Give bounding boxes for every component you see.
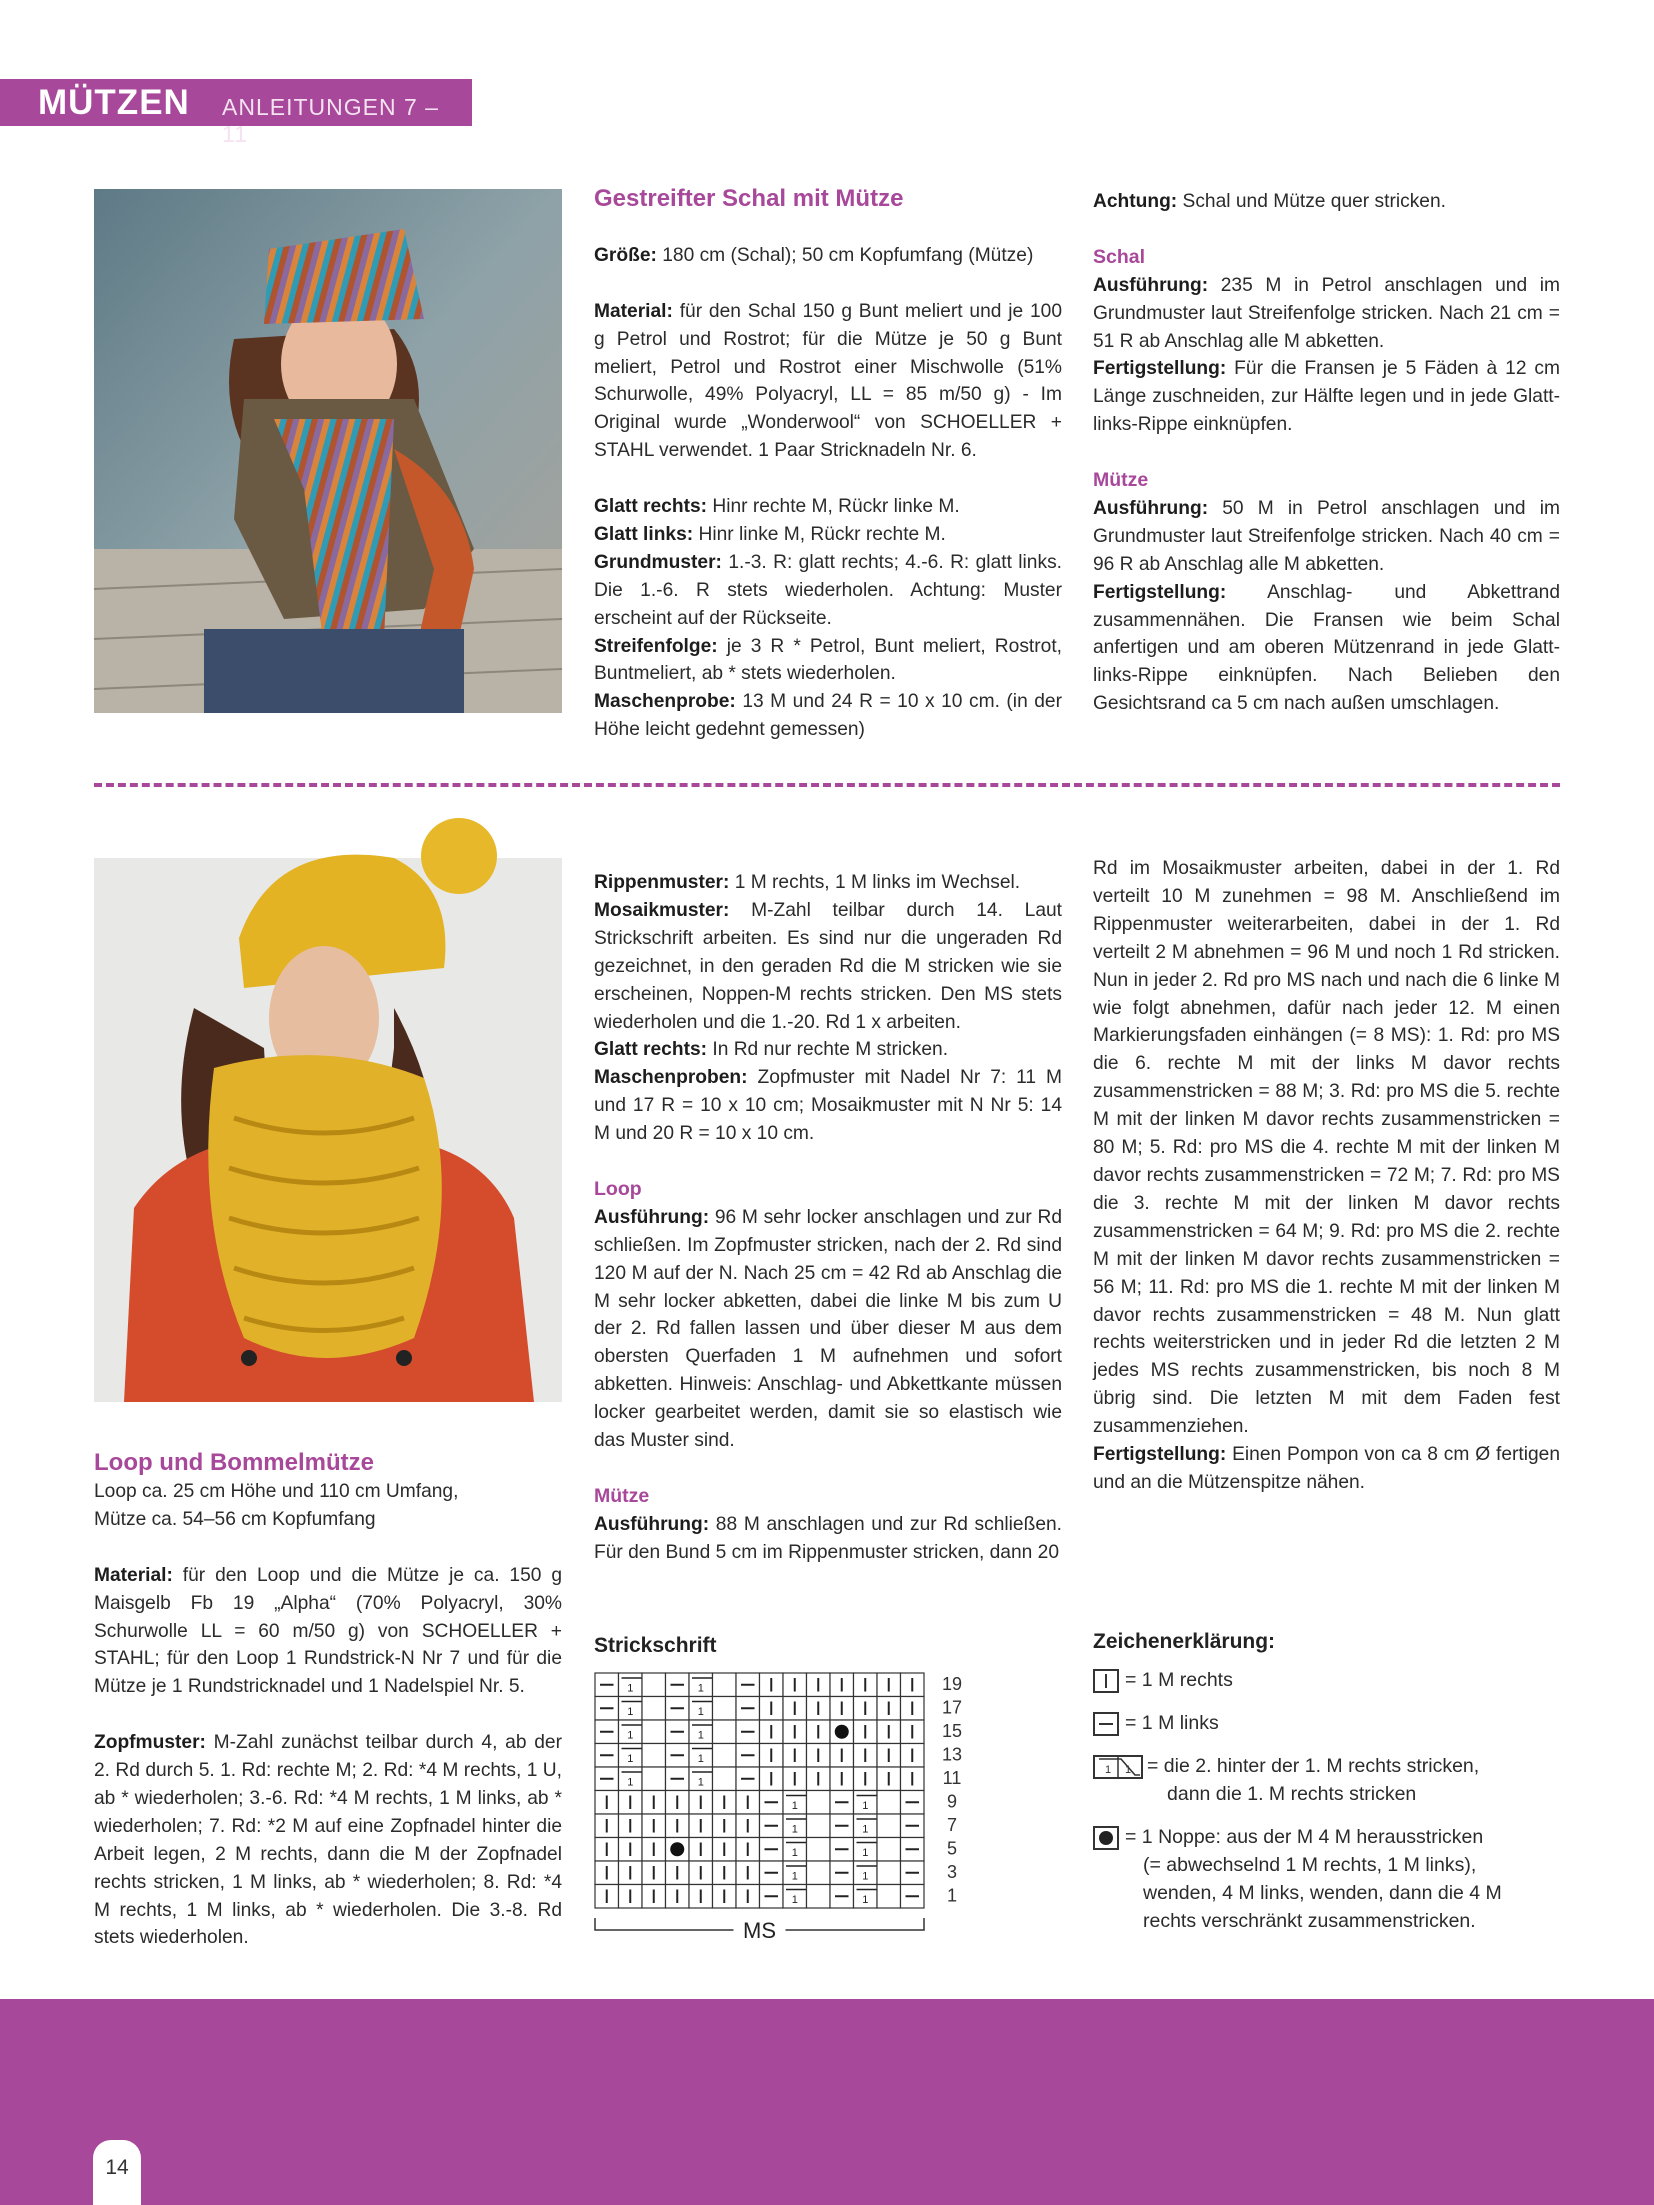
- header-subtitle: ANLEITUNGEN 7 – 11: [222, 94, 439, 147]
- chart-cell: [713, 1885, 737, 1909]
- chart-cell: [807, 1673, 831, 1697]
- legend-item-rechts: = 1 M rechts: [1093, 1666, 1233, 1694]
- legend-item-cross: 1 1 = die 2. hinter der 1. M rechts stricken, dann die 1. M rechts stricken: [1093, 1752, 1479, 1808]
- svg-text:1: 1: [627, 1753, 634, 1765]
- chart-cell: [854, 1720, 878, 1744]
- chart-row-label: 5: [946, 1838, 958, 1859]
- chart-cell: [830, 1697, 854, 1721]
- chart-cell: [713, 1673, 737, 1697]
- loop-title: Loop: [594, 1177, 642, 1200]
- chart-cell: [595, 1814, 619, 1838]
- chart-cell: [901, 1861, 925, 1885]
- svg-text:1: 1: [697, 1776, 704, 1789]
- chart-cell: [642, 1767, 666, 1791]
- footer-bar: [0, 1999, 1654, 2205]
- chart-cell: [642, 1744, 666, 1768]
- section-divider: [94, 783, 1560, 787]
- chart-cell: [854, 1697, 878, 1721]
- chart-cell: [689, 1814, 713, 1838]
- chart-cell: [642, 1791, 666, 1815]
- chart-cell: [666, 1885, 690, 1909]
- chart-row-label: 3: [946, 1862, 958, 1882]
- chart-cell: [666, 1720, 690, 1744]
- dims-line-1: Loop ca. 25 cm Höhe und 110 cm Umfang,: [94, 1481, 459, 1502]
- chart-cell: [877, 1814, 901, 1838]
- schal-title: Schal: [1093, 245, 1146, 268]
- chart-cell: [666, 1767, 690, 1791]
- chart-cell: [642, 1885, 666, 1909]
- purl-symbol-icon: [1093, 1712, 1119, 1736]
- section1-title: Gestreifter Schal mit Mütze: [594, 185, 904, 212]
- chart-cell: [736, 1720, 760, 1744]
- chart-row-label: 13: [941, 1744, 963, 1765]
- chart-cell: [760, 1838, 784, 1862]
- chart-cell: [807, 1767, 831, 1791]
- chart-cell: [642, 1673, 666, 1697]
- chart-cell: [830, 1744, 854, 1768]
- chart-cell: [736, 1744, 760, 1768]
- chart-cell: [619, 1814, 643, 1838]
- dims-line-2: Mütze ca. 54–56 cm Kopfumfang: [94, 1508, 376, 1530]
- svg-text:1: 1: [791, 1847, 798, 1859]
- chart-cell: [666, 1697, 690, 1721]
- chart-cell: [783, 1744, 807, 1768]
- maschenprobe-paragraph: Maschenprobe: 13 M und 24 R = 10 x 10 cm. (in der Höhe leicht gedehnt gemessen): [594, 691, 1062, 741]
- svg-text:1: 1: [697, 1729, 704, 1742]
- chart-cell: [642, 1720, 666, 1744]
- glatt-rechts-paragraph: Glatt rechts: Hinr rechte M, Rückr linke M.: [594, 496, 960, 518]
- chart-cell: [666, 1838, 690, 1862]
- chart-cell: [760, 1885, 784, 1909]
- grundmuster-paragraph: Grundmuster: 1.-3. R: glatt rechts; 4.-6. R: glatt links. Die 1.-6. R stets wiederholen. Achtung: Muster erscheint auf der Rückseite.: [594, 551, 1062, 629]
- chart-cell: [666, 1673, 690, 1697]
- chart-cell: [760, 1697, 784, 1721]
- cross-stitch-icon: [1093, 1755, 1143, 1779]
- section2-title: Loop und Bommelmütze: [94, 1449, 374, 1476]
- muetze1-ausfuehrung: Ausführung: 50 M in Petrol anschlagen und im Grundmuster laut Streifenfolge stricken. Nach 40 cm = 96 R ab Anschlag alle M abketten.: [1093, 497, 1560, 575]
- chart-cell: [877, 1767, 901, 1791]
- chart-cell: [854, 1673, 878, 1697]
- chart-cell: [783, 1767, 807, 1791]
- chart-row-label: 17: [941, 1697, 963, 1718]
- chart-cell: [689, 1838, 713, 1862]
- chart-cell: [666, 1861, 690, 1885]
- svg-text:1: 1: [791, 1823, 798, 1836]
- muetze1-fertigstellung: Fertigstellung: Anschlag- und Abkettrand zusammennähen. Die Fransen wie beim Schal anfertigen und am oberen Mützenrand in jede Glatt-links-Rippe einknüpfen. Nach Belieben den Gesichtsrand ca 5 cm nach außen umschlagen.: [1093, 581, 1560, 715]
- glatt-rechts-2-paragraph: Glatt rechts: In Rd nur rechte M stricken.: [594, 1039, 949, 1061]
- chart-cell: [901, 1791, 925, 1815]
- achtung-paragraph: Achtung: Schal und Mütze quer stricken.: [1093, 191, 1446, 212]
- svg-text:1: 1: [862, 1800, 869, 1812]
- chart-cell: [595, 1861, 619, 1885]
- section2-column-left: [94, 1448, 562, 1952]
- streifenfolge-paragraph: Streifenfolge: je 3 R * Petrol, Bunt meliert, Rostrot, Buntmeliert, ab * stets wiederholen.: [594, 635, 1062, 685]
- photo-striped-scarf: [94, 189, 562, 713]
- svg-text:1: 1: [697, 1753, 704, 1765]
- photo-yellow-loop: [94, 818, 562, 1402]
- chart-cell: [713, 1744, 737, 1768]
- chart-cell: [689, 1791, 713, 1815]
- chart-cell: [760, 1767, 784, 1791]
- chart-cell: [736, 1814, 760, 1838]
- chart-cell: [642, 1697, 666, 1721]
- chart-title: Strickschrift: [594, 1634, 717, 1657]
- material-paragraph: Material: für den Schal 150 g Bunt meliert und je 100 g Petrol und Rostrot; für die Mütze je 50 g Bunt meliert, Petrol und Rostrot einer Mischwolle (51% Schurwolle, 49% Polyacryl, LL = 85 m/50 g) - Im Original wurde „Wonderwool“ von SCHOELLER + STAHL verwendet. 1 Paar Stricknadeln Nr. 6.: [594, 300, 1062, 462]
- chart-cell: [642, 1814, 666, 1838]
- muetze2-ausfuehrung: Ausführung: 88 M anschlagen und zur Rd schließen. Für den Bund 5 cm im Rippenmuster stricken, dann 20: [594, 1513, 1062, 1563]
- chart-cell: [760, 1673, 784, 1697]
- chart-cell: [783, 1673, 807, 1697]
- chart-cell: [736, 1767, 760, 1791]
- chart-cell: [595, 1697, 619, 1721]
- schal-fertigstellung: Fertigstellung: Für die Fransen je 5 Fäden à 12 cm Länge zuschneiden, zur Hälfte legen und in jede Glatt-links-Rippe einknüpfen.: [1093, 358, 1560, 436]
- chart-cell: [760, 1744, 784, 1768]
- chart-cell: [807, 1861, 831, 1885]
- chart-cell: [713, 1720, 737, 1744]
- chart-cell: [595, 1885, 619, 1909]
- chart-cell: [595, 1838, 619, 1862]
- chart-cell: [877, 1791, 901, 1815]
- legend-item-noppe: = 1 Noppe: aus der M 4 M herausstricken (= abwechselnd 1 M rechts, 1 M links), wenden, 4 M links, wenden, dann die 4 M rechts verschränkt zusammenstricken.: [1093, 1823, 1502, 1935]
- maschenproben-paragraph: Maschenproben: Zopfmuster mit Nadel Nr 7: 11 M und 17 R = 10 x 10 cm; Mosaikmuster mit N Nr 5: 14 M und 20 R = 10 x 10 cm.: [594, 1067, 1062, 1145]
- chart-row-label: 11: [942, 1768, 962, 1788]
- svg-text:1: 1: [791, 1800, 798, 1812]
- knitting-chart: [590, 1668, 990, 1958]
- chart-cell: [666, 1791, 690, 1815]
- chart-cell: [595, 1767, 619, 1791]
- chart-cell: [830, 1673, 854, 1697]
- glatt-links-paragraph: Glatt links: Hinr linke M, Rückr rechte M.: [594, 523, 946, 545]
- svg-text:1: 1: [862, 1847, 869, 1859]
- chart-cell: [736, 1697, 760, 1721]
- svg-text:1: 1: [697, 1706, 704, 1718]
- chart-cell: [760, 1791, 784, 1815]
- chart-cell: [689, 1861, 713, 1885]
- mosaikmuster-paragraph: Mosaikmuster: M-Zahl teilbar durch 14. Laut Strickschrift arbeiten. Es sind nur die ungeraden Rd gezeichnet, in den geraden Rd die M stricken wie sie erscheinen, Noppen-M rechts stricken. Den MS stets wiederholen und die 1.-20. Rd 1 x arbeiten.: [594, 899, 1062, 1033]
- chart-cell: [830, 1885, 854, 1909]
- chart-cell: [713, 1791, 737, 1815]
- chart-row-label: 1: [946, 1885, 958, 1906]
- chart-cell: [619, 1791, 643, 1815]
- chart-row-label: 9: [946, 1791, 958, 1812]
- chart-cell: [760, 1814, 784, 1838]
- chart-cell: [807, 1720, 831, 1744]
- chart-cell: [830, 1838, 854, 1862]
- svg-text:1: 1: [862, 1823, 869, 1836]
- section1-column-middle: [594, 184, 1062, 744]
- chart-cell: [713, 1838, 737, 1862]
- chart-cell: [619, 1838, 643, 1862]
- chart-cell: [619, 1885, 643, 1909]
- chart-cell: [877, 1885, 901, 1909]
- svg-text:1: 1: [791, 1870, 798, 1883]
- chart-cell: [666, 1744, 690, 1768]
- chart-cell: [736, 1791, 760, 1815]
- legend-item-links: = 1 M links: [1093, 1709, 1219, 1737]
- svg-text:1: 1: [1105, 1763, 1112, 1776]
- chart-cell: [595, 1791, 619, 1815]
- chart-cell: [877, 1838, 901, 1862]
- chart-cell: [830, 1861, 854, 1885]
- chart-cell: [877, 1720, 901, 1744]
- zopfmuster-paragraph: Zopfmuster: M-Zahl zunächst teilbar durch 4, ab der 2. Rd durch 5. 1. Rd: rechte M; 2. Rd: *4 M rechts, 1 U, ab * wiederholen; 3.-6. Rd: *4 M rechts, 1 M links, ab * wiederholen; 7. Rd: *2 M auf eine Zopfnadel hinter die Arbeit legen, 2 M rechts, dann die M der Zopfnadel rechts stricken, 1 M links, ab * wiederholen; 8. Rd: *4 M rechts, 1 M links, ab * wiederholen. Die 3.-8. Rd stets wiederholen.: [94, 1732, 562, 1949]
- svg-text:1: 1: [862, 1894, 869, 1906]
- chart-cell: [619, 1861, 643, 1885]
- section1-column-right: [1093, 188, 1560, 718]
- svg-text:1: 1: [791, 1894, 798, 1906]
- svg-text:1: 1: [627, 1729, 634, 1742]
- chart-cell: [642, 1861, 666, 1885]
- chart-row-label: 15: [941, 1721, 963, 1741]
- chart-cell: [642, 1838, 666, 1862]
- bobble-symbol-icon: [1093, 1826, 1119, 1850]
- chart-cell: [901, 1673, 925, 1697]
- chart-cell: [901, 1697, 925, 1721]
- chart-cell: [901, 1814, 925, 1838]
- chart-cell: [830, 1814, 854, 1838]
- chart-cell: [736, 1838, 760, 1862]
- section2-column-middle: [594, 869, 1062, 1567]
- chart-cell: [807, 1838, 831, 1862]
- page-number: 14: [105, 2156, 129, 2179]
- loop-fertigstellung: Fertigstellung: Einen Pompon von ca 8 cm Ø fertigen und an die Mützenspitze nähen.: [1093, 1444, 1560, 1493]
- chart-cell: [901, 1838, 925, 1862]
- chart-cell: [877, 1861, 901, 1885]
- chart-cell: [760, 1861, 784, 1885]
- chart-cell: [760, 1720, 784, 1744]
- chart-cell: [830, 1720, 854, 1744]
- chart-cell: [901, 1744, 925, 1768]
- svg-text:1: 1: [627, 1682, 634, 1695]
- chart-cell: [807, 1791, 831, 1815]
- chart-cell: [666, 1814, 690, 1838]
- chart-cell: [877, 1673, 901, 1697]
- svg-text:1: 1: [1125, 1763, 1132, 1776]
- muetze1-title: Mütze: [1093, 469, 1149, 492]
- loop-material-paragraph: Material: für den Loop und die Mütze je ca. 150 g Maisgelb Fb 19 „Alpha“ (70% Polyacryl, 30% Schurwolle LL = 60 m/50 g) von SCHOELLER + STAHL; für den Loop 1 Rundstrick-N Nr 7 und für die Mütze je 1 Rundstricknadel und 1 Nadelspiel Nr. 5.: [94, 1564, 562, 1698]
- chart-cell: [854, 1744, 878, 1768]
- chart-row-label: 19: [941, 1674, 963, 1694]
- chart-cell: [713, 1697, 737, 1721]
- page-number-tab: [93, 2140, 141, 2205]
- rippenmuster-paragraph: Rippenmuster: 1 M rechts, 1 M links im Wechsel.: [594, 872, 1021, 893]
- chart-cell: [713, 1814, 737, 1838]
- chart-cell: [830, 1791, 854, 1815]
- svg-text:1: 1: [627, 1706, 634, 1718]
- section-header: [0, 79, 472, 147]
- chart-cell: [901, 1767, 925, 1791]
- loop-ausfuehrung: Ausführung: 96 M sehr locker anschlagen und zur Rd schließen. Im Zopfmuster stricken, nach der 2. Rd sind 120 M auf der N. Nach 25 cm = 42 Rd ab Anschlag die M sehr locker abketten, dabei die linke M bis zum U der 2. Rd fallen lassen und über dieser M aus dem obersten Querfaden 1 M aufnehmen und sofort abketten. Hinweis: Anschlag- und Abkettkante müssen locker gearbeitet werden, damit sie so elastisch wie das Muster sind.: [594, 1206, 1062, 1452]
- size-paragraph: Größe: 180 cm (Schal); 50 cm Kopfumfang (Mütze): [594, 244, 1034, 266]
- chart-cell: [807, 1814, 831, 1838]
- chart-cell: [807, 1744, 831, 1768]
- svg-text:1: 1: [862, 1870, 869, 1883]
- chart-cell: [901, 1720, 925, 1744]
- chart-cell: [713, 1767, 737, 1791]
- chart-cell: [595, 1744, 619, 1768]
- header-title: MÜTZEN: [38, 83, 190, 122]
- chart-cell: [713, 1861, 737, 1885]
- chart-cell: [736, 1673, 760, 1697]
- repeat-label: MS: [743, 1918, 776, 1943]
- chart-cell: [877, 1744, 901, 1768]
- svg-text:1: 1: [627, 1776, 634, 1789]
- chart-cell: [877, 1697, 901, 1721]
- chart-cell: [783, 1697, 807, 1721]
- chart-cell: [783, 1720, 807, 1744]
- mosaik-continuation: Rd im Mosaikmuster arbeiten, dabei in der 1. Rd verteilt 10 M zunehmen = 98 M. Anschließend im Rippenmuster weiterarbeiten, dabei in der 1. Rd verteilt 2 M abnehmen = 96 M und noch 1 Rd stricken. Nun in jeder 2. Rd pro MS nach und nach die 6 linke M wie folgt abnehmen, dafür nach jeder 12. M einen Markierungsfaden einhängen (= 8 MS): 1. Rd: pro MS die 6. rechte M mit der links M davor rechts zusammenstricken = 88 M; 3. Rd: pro MS die 5. rechte M mit der linken M davor rechts zusammenstricken = 80 M; 5. Rd: pro MS die 4. rechte M mit der linken M davor rechts zusammenstricken = 72 M; 7. Rd: pro MS die 3. rechte M mit der linken M davor rechts zusammenstricken = 64 M; 9. Rd: pro MS die 2. rechte M mit der linken M davor rechts zusammenstricken = 56 M; 11. Rd: pro MS die 1. rechte M mit der linken M davor rechts zusammenstricken = 48 M. Nun glatt rechts weiterstricken und in jeder Rd die letzten 2 M jedes MS rechts zusammenstricken, bis noch 8 M übrig sind. Die letzten M mit dem Faden fest zusammenziehen.: [1093, 858, 1560, 1438]
- chart-cell: [807, 1885, 831, 1909]
- chart-row-label: 7: [946, 1815, 958, 1835]
- chart-cell: [736, 1861, 760, 1885]
- muetze2-title: Mütze: [594, 1484, 650, 1507]
- schal-ausfuehrung: Ausführung: 235 M in Petrol anschlagen und im Grundmuster laut Streifenfolge stricken. Nach 21 cm = 51 R ab Anschlag alle M abketten.: [1093, 274, 1560, 352]
- chart-cell: [736, 1885, 760, 1909]
- chart-cell: [595, 1673, 619, 1697]
- chart-cell: [689, 1885, 713, 1909]
- svg-text:1: 1: [697, 1682, 704, 1695]
- chart-cell: [901, 1885, 925, 1909]
- section2-column-right: [1093, 855, 1560, 1497]
- chart-cell: [595, 1720, 619, 1744]
- knit-symbol-icon: [1093, 1669, 1119, 1693]
- chart-cell: [854, 1767, 878, 1791]
- chart-cell: [830, 1767, 854, 1791]
- chart-cell: [807, 1697, 831, 1721]
- legend-title: Zeichenerklärung:: [1093, 1630, 1276, 1653]
